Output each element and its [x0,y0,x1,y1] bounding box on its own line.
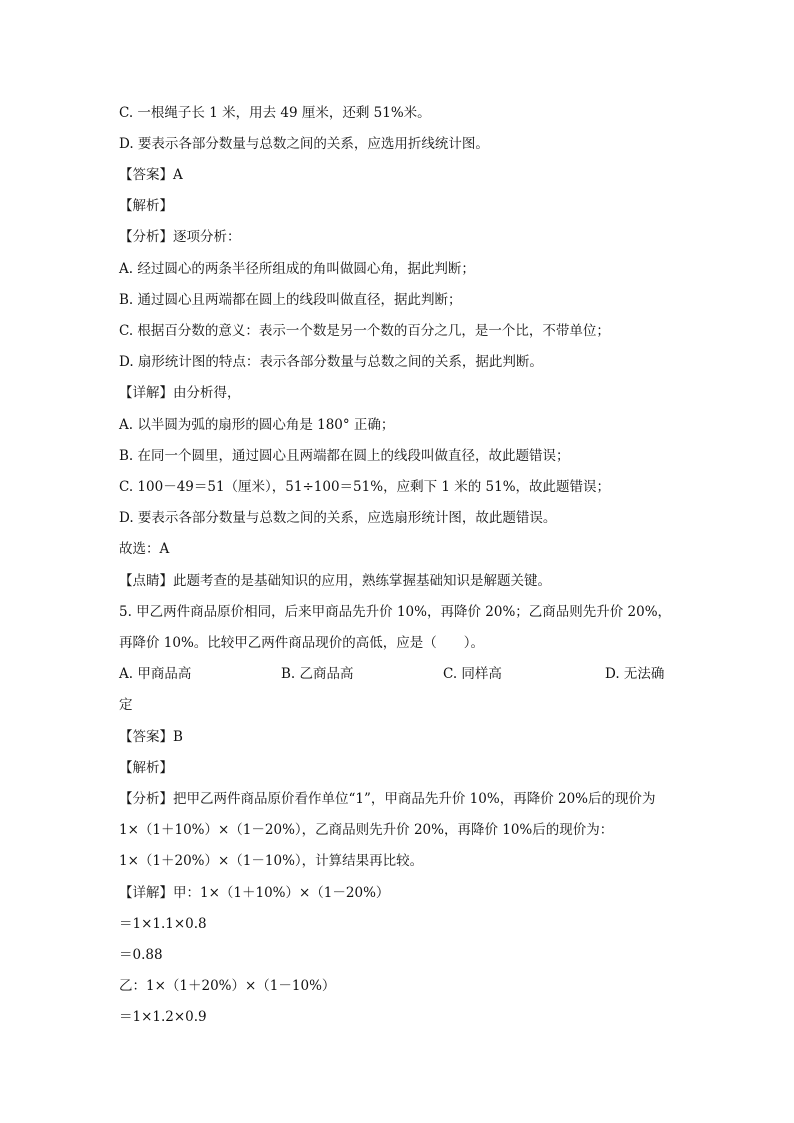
question-5-stem: 5. 甲乙两件商品原价相同，后来甲商品先升价 10%，再降价 20%；乙商品则先升价 20%， [119,604,672,620]
analysis-line: A. 经过圆心的两条半径所组成的角叫做圆心角，据此判断； [119,261,475,277]
detail-line: C. 100－49＝51（厘米），51÷100＝51%，应剩下 1 米的 51%，故此题错误； [119,479,611,495]
detail-line: D. 要表示各部分数量与总数之间的关系，应选扇形统计图，故此题错误。 [119,510,557,526]
option-d-text: D. 要表示各部分数量与总数之间的关系，应选用折线统计图。 [119,136,489,152]
option-b: B. 乙商品高 [281,666,354,682]
question-5-stem: 再降价 10%。比较甲乙两件商品现价的高低，应是（ ）。 [119,635,485,651]
fenxi-line: 1×（1＋10%）×（1－20%），乙商品则先升价 20%，再降价 10%后的现价为： [119,822,614,838]
option-c-text: C. 一根绳子长 1 米，用去 49 厘米，还剩 51%米。 [119,105,431,121]
detail-line: B. 在同一个圆里，通过圆心且两端都在圆上的线段叫做直径，故此题错误； [119,448,570,464]
answer-label: 【答案】B [119,729,183,745]
choice-line: 故选：A [119,541,170,557]
calc-line: 乙：1×（1＋20%）×（1－10%） [119,978,336,994]
dianjing-line: 【点睛】此题考查的是基础知识的应用，熟练掌握基础知识是解题关键。 [119,573,551,589]
xiangjie-line: 【详解】甲：1×（1＋10%）×（1－20%） [119,885,390,901]
jiexi-label: 【解析】 [119,198,173,214]
detail-line: A. 以半圆为弧的扇形的圆心角是 180° 正确； [119,417,395,433]
xiangjie-label: 【详解】由分析得， [119,385,241,401]
calc-line: ＝1×1.2×0.9 [119,1009,207,1025]
fenxi-line: 【分析】把甲乙两件商品原价看作单位“1”，甲商品先升价 10%，再降价 20%后的现价为 [119,791,656,807]
fenxi-line: 1×（1＋20%）×（1－10%），计算结果再比较。 [119,853,424,869]
option-c: C. 同样高 [443,666,502,682]
analysis-line: C. 根据百分数的意义：表示一个数是另一个数的百分之几，是一个比，不带单位； [119,323,610,339]
question-5-options [119,664,675,684]
analysis-line: B. 通过圆心且两端都在圆上的线段叫做直径，据此判断； [119,292,462,308]
option-d: D. 无法确 [605,666,665,682]
calc-line: ＝1×1.1×0.8 [119,916,207,932]
jiexi-label: 【解析】 [119,760,173,776]
option-a: A. 甲商品高 [119,666,192,682]
option-wrap: 定 [119,697,133,713]
answer-label: 【答案】A [119,167,183,183]
calc-line: ＝0.88 [119,947,163,963]
fenxi-label: 【分析】逐项分析： [119,229,241,245]
analysis-line: D. 扇形统计图的特点：表示各部分数量与总数之间的关系，据此判断。 [119,354,543,370]
